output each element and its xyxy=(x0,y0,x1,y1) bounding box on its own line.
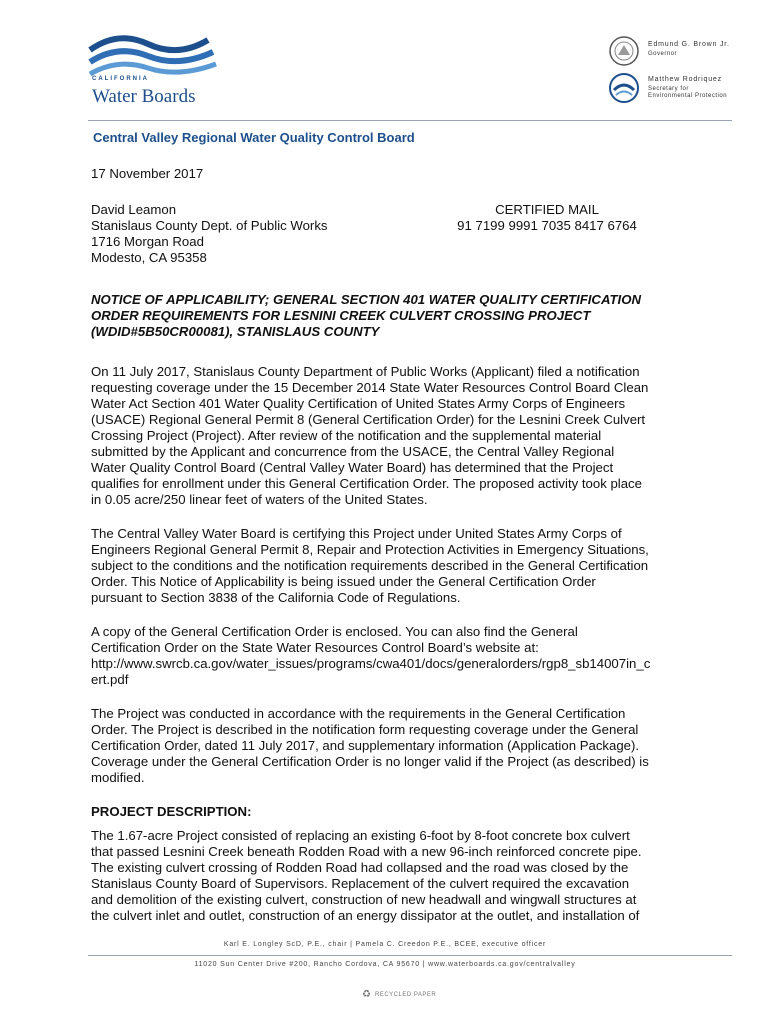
footer-officers: Karl E. Longley ScD, P.E., chair | Pamela C. Creedon P.E., BCEE, executive officer xyxy=(223,941,547,948)
calepa-seal-icon xyxy=(608,72,640,104)
subject-line: (WDID#5B50CR00081), STANISLAUS COUNTY xyxy=(91,324,380,339)
paragraph-line: pursuant to Section 3838 of the California Code of Regulations. xyxy=(91,590,461,605)
secretary-title-2: Environmental Protection xyxy=(648,93,728,99)
mail-number: 91 7199 9991 7035 8417 6764 xyxy=(457,218,637,233)
paragraph-line: modified. xyxy=(91,770,145,785)
paragraph-line: Order. This Notice of Applicability is being issued under the General Certification Order xyxy=(91,574,596,589)
recycled-paper-label: RECYCLED PAPER xyxy=(375,992,437,998)
paragraph-line: On 11 July 2017, Stanislaus County Department of Public Works (Applicant) filed a notification xyxy=(91,364,640,379)
paragraph-line: Coverage under the General Certification Order is no longer valid if the Project (as described) is xyxy=(91,754,649,769)
paragraph-line: that passed Lesnini Creek beneath Rodden Road with a new 96-inch reinforced concrete pipe. xyxy=(91,844,642,859)
board-title: Central Valley Regional Water Quality Control Board xyxy=(93,130,415,145)
paragraph-line: Crossing Project (Project). After review of the notification and the supplemental material xyxy=(91,428,602,443)
paragraph-line: Stanislaus County Board of Supervisors. Replacement of the culvert required the excavation xyxy=(91,876,630,891)
header-divider xyxy=(88,120,732,121)
recycle-icon: ♻ xyxy=(362,989,371,1000)
paragraph-line: submitted by the Applicant and concurrence from the USACE, the Central Valley Regional xyxy=(91,444,615,459)
paragraph-line: qualifies for enrollment under this General Certification Order. The proposed activity took place xyxy=(91,476,642,491)
project-description-paragraph xyxy=(91,828,683,924)
paragraph-notification xyxy=(91,364,683,508)
paragraph-line: The Central Valley Water Board is certifying this Project under United States Army Corps of xyxy=(91,526,622,541)
logo-state-text: CALIFORNIA xyxy=(92,76,149,82)
paragraph-line: The existing culvert crossing of Rodden Road had collapsed and the road was closed by the xyxy=(91,860,629,875)
paragraph-line: in 0.05 acre/250 linear feet of waters of the United States. xyxy=(91,492,428,507)
paragraph-line: Certification Order, dated 11 July 2017, and supplementary information (Application Package). xyxy=(91,738,640,753)
paragraph-copy-enclosed xyxy=(91,624,683,688)
paragraph-line: Engineers Regional General Permit 8, Repair and Protection Activities in Emergency Situations, xyxy=(91,542,649,557)
paragraph-line: The 1.67-acre Project consisted of replacing an existing 6-foot by 8-foot concrete box culvert xyxy=(91,828,630,843)
recipient-line: Stanislaus County Dept. of Public Works xyxy=(91,218,328,233)
certified-mail-block xyxy=(452,202,642,234)
recipient-line: David Leamon xyxy=(91,202,177,217)
paragraph-line: requesting coverage under the 15 December 2014 State Water Resources Control Board Clean xyxy=(91,380,649,395)
secretary-title-1: Secretary for xyxy=(648,86,689,92)
paragraph-certifying xyxy=(91,526,683,606)
paragraph-line: Water Act Section 401 Water Quality Certification of United States Army Corps of Engineers xyxy=(91,396,626,411)
paragraph-line: subject to the conditions and the notification requirements described in the General Certification xyxy=(91,558,649,573)
footer-divider xyxy=(88,955,732,956)
recipient-line: 1716 Morgan Road xyxy=(91,234,204,249)
website-link-continued[interactable]: ert.pdf xyxy=(91,672,129,687)
website-link[interactable]: http://www.swrcb.ca.gov/water_issues/programs/cwa401/docs/generalorders/rgp8_sb14007in_c xyxy=(91,656,651,671)
state-seal-icon xyxy=(608,35,640,67)
subject-line: NOTICE OF APPLICABILITY; GENERAL SECTION 401 WATER QUALITY CERTIFICATION xyxy=(91,292,642,307)
footer-address: 11020 Sun Center Drive #200, Rancho Cordova, CA 95670 | www.waterboards.ca.gov/centralvalley xyxy=(194,961,576,968)
mail-type: CERTIFIED MAIL xyxy=(495,202,599,217)
governor-name: Edmund G. Brown Jr. xyxy=(648,41,730,48)
paragraph-line: (USACE) Regional General Permit 8 (General Certification Order) for the Lesnini Creek Culvert xyxy=(91,412,646,427)
logo-name-text: Water Boards xyxy=(92,86,196,107)
secretary-name: Matthew Rodriquez xyxy=(648,76,722,83)
paragraph-conducted xyxy=(91,706,683,786)
subject-line: ORDER REQUIREMENTS FOR LESNINI CREEK CULVERT CROSSING PROJECT xyxy=(91,308,591,323)
letter-date: 17 November 2017 xyxy=(91,166,204,181)
paragraph-line: A copy of the General Certification Order is enclosed. You can also find the General xyxy=(91,624,578,639)
recipient-line: Modesto, CA 95358 xyxy=(91,250,207,265)
paragraph-line: the culvert inlet and outlet, construction of an energy dissipator at the outlet, and installation of xyxy=(91,908,640,923)
project-description-heading: PROJECT DESCRIPTION: xyxy=(91,804,252,819)
paragraph-line: Water Quality Control Board (Central Valley Water Board) has determined that the Project xyxy=(91,460,614,475)
paragraph-line: and demolition of the existing culvert, construction of new headwall and wingwall structures at xyxy=(91,892,637,907)
paragraph-line: The Project was conducted in accordance with the requirements in the General Certification xyxy=(91,706,626,721)
subject-heading xyxy=(91,292,683,340)
recipient-address xyxy=(91,202,328,266)
governor-title: Governor xyxy=(648,51,678,57)
paragraph-line: Certification Order on the State Water Resources Control Board’s website at: xyxy=(91,640,539,655)
paragraph-line: Order. The Project is described in the notification form requesting coverage under the General xyxy=(91,722,639,737)
